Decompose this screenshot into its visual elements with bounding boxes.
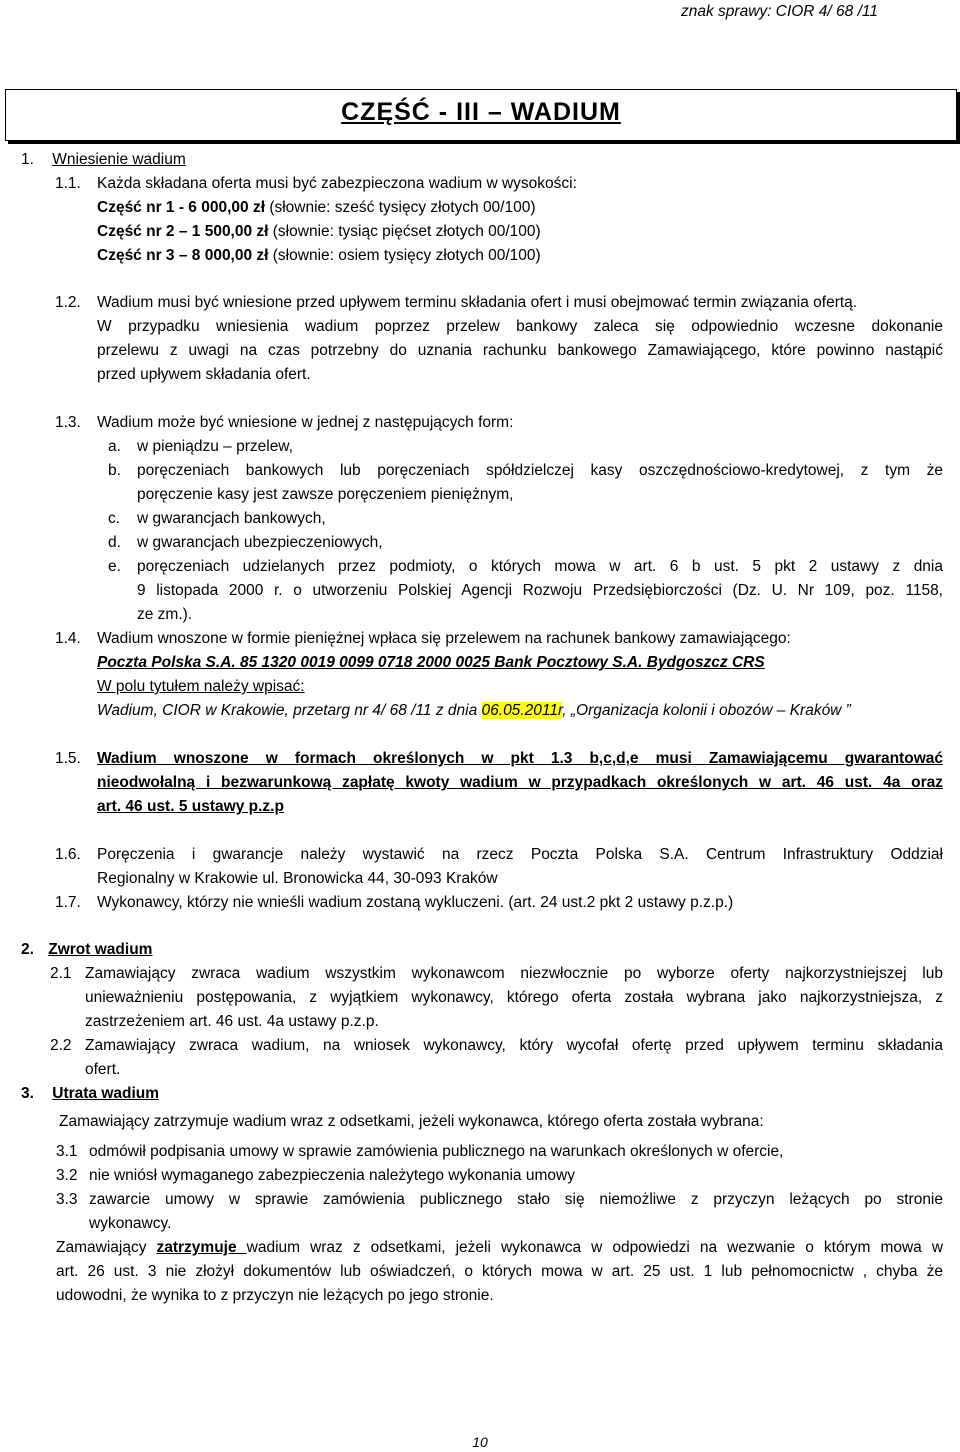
p33-line: zawarcie umowy w sprawie zamówienia publicznego stało się niemożliwe z przyczyn leżących po stronie [89, 1191, 943, 1208]
part-1-line [97, 198, 536, 218]
part-2-amount: Część nr 2 – 1 500,00 zł [97, 223, 269, 240]
form-b-text: poręczenie kasy jest zawsze poręczeniem pieniężnym, [137, 486, 514, 503]
section-2-number: 2. [21, 941, 34, 958]
p31-text: odmówił podpisania umowy w sprawie zamówienia publicznego na warunkach określonych w ofercie, [89, 1143, 784, 1160]
p12-line: Wadium musi być wniesione przed upływem terminu składania ofert i musi obejmować termin związania ofertą. [97, 294, 858, 311]
p22-line: ofert. [85, 1061, 121, 1078]
p16-line: Poręczenia i gwarancje należy wystawić na rzecz Poczta Polska S.A. Centrum Infrastruktury Oddział [97, 846, 943, 863]
p12-line: przed upływem składania ofert. [97, 366, 311, 383]
section-3-title: Utrata wadium [52, 1085, 160, 1102]
p21-number: 2.1 [50, 965, 72, 982]
form-d-letter: d. [108, 534, 121, 551]
part-3-amount: Część nr 3 – 8 000,00 zł [97, 247, 269, 264]
form-b-letter: b. [108, 462, 121, 479]
closing-pre: Zamawiający [56, 1239, 157, 1256]
form-d-text: w gwarancjach ubezpieczeniowych, [137, 534, 383, 551]
p17-text: Wykonawcy, którzy nie wnieśli wadium zostaną wykluczeni. (art. 24 ust.2 pkt 2 ustawy p.z.p.) [97, 894, 734, 911]
p15-line: art. 46 ust. 5 ustawy p.z.p [97, 798, 284, 815]
section-3-heading [21, 1084, 159, 1104]
form-a-text: w pieniądzu – przelew, [137, 438, 293, 455]
transfer-title-pre: Wadium, CIOR w Krakowie, przetarg nr 4/ 68 /11 z dnia [97, 702, 482, 719]
part-3-line [97, 246, 541, 266]
part-3-words: (słownie: osiem tysięcy złotych 00/100) [268, 247, 541, 264]
section-1-number: 1. [21, 151, 34, 168]
part-1-words: (słownie: sześć tysięcy złotych 00/100) [265, 199, 536, 216]
closing-line-1 [56, 1238, 943, 1258]
p15-line: nieodwołalną i bezwarunkową zapłatę kwoty wadium w przypadkach określonych w art. 46 ust. 4a oraz [97, 774, 943, 791]
section-title: CZĘŚĆ - III – WADIUM [341, 98, 621, 126]
p12-line: przelewu z uwagi na czas potrzebny do uznania rachunku bankowego Zamawiającego, które powinno nastąpić [97, 342, 943, 359]
p16-line: Regionalny w Krakowie ul. Bronowicka 44, 30-093 Kraków [97, 870, 498, 887]
p32-text: nie wniósł wymaganego zabezpieczenia należytego wykonania umowy [89, 1167, 575, 1184]
bank-account: Poczta Polska S.A. 85 1320 0019 0099 0718 2000 0025 Bank Pocztowy S.A. Bydgoszcz CRS [97, 654, 765, 671]
transfer-title-label: W polu tytułem należy wpisać: [97, 678, 305, 695]
form-e-letter: e. [108, 558, 121, 575]
section-2-heading [21, 940, 152, 960]
p22-line: Zamawiający zwraca wadium, na wniosek wykonawcy, który wycofał ofertę przed upływem terminu składania [85, 1037, 943, 1054]
p13-number: 1.3. [55, 414, 81, 431]
p33-line: wykonawcy. [89, 1215, 172, 1232]
closing-post: wadium wraz z odsetkami, jeżeli wykonawca w odpowiedzi na wezwanie o którym mowa w [246, 1239, 944, 1256]
p12-line: W przypadku wniesienia wadium poprzez przelew bankowy zaleca się odpowiednio wczesne dokonanie [97, 318, 943, 335]
part-2-line [97, 222, 541, 242]
section-3-number: 3. [21, 1085, 34, 1102]
section-title-box [5, 89, 957, 141]
part-2-words: (słownie: tysiąc pięćset złotych 00/100) [268, 223, 541, 240]
p21-line: Zamawiający zwraca wadium wszystkim wykonawcom niezwłocznie po wyborze oferty najkorzystniejszej lub [85, 965, 943, 982]
p12-number: 1.2. [55, 294, 81, 311]
transfer-title-text [97, 701, 851, 721]
p21-line: unieważnieniu postępowania, z wyjątkiem wykonawcy, którego oferta została wybrana jako najkorzystniejsza, z [85, 989, 943, 1006]
form-a-letter: a. [108, 438, 121, 455]
p14-intro: Wadium wnoszone w formie pieniężnej wpłaca się przelewem na rachunek bankowy zamawiającego: [97, 630, 791, 647]
p32-number: 3.2 [56, 1167, 78, 1184]
p15-line: Wadium wnoszone w formach określonych w pkt 1.3 b,c,d,e musi Zamawiającemu gwarantować [97, 750, 943, 767]
page-number: 10 [472, 1434, 488, 1450]
section-1-heading [21, 150, 186, 170]
part-1-amount: Część nr 1 - 6 000,00 zł [97, 199, 266, 216]
section-2-title: Zwrot wadium [48, 941, 153, 958]
p22-number: 2.2 [50, 1037, 72, 1054]
tender-date: 06.05.2011r [481, 702, 563, 719]
transfer-title-post: , „Organizacja kolonii i obozów – Kraków ” [562, 702, 851, 719]
closing-line: udowodni, że wynika to z przyczyn nie leżących po jego stronie. [56, 1287, 494, 1304]
form-b-text: poręczeniach bankowych lub poręczeniach spółdzielczej kasy oszczędnościowo-kredytowej, z tym że [137, 462, 943, 479]
p11-number: 1.1. [55, 175, 81, 192]
p31-number: 3.1 [56, 1143, 78, 1160]
form-e-text: 9 listopada 2000 r. o utworzeniu Polskiej Agencji Rozwoju Przedsiębiorczości (Dz. U. Nr 109, poz. 1158, [137, 582, 943, 599]
p11-intro: Każda składana oferta musi być zabezpieczona wadium w wysokości: [97, 175, 577, 192]
form-c-text: w gwarancjach bankowych, [137, 510, 326, 527]
case-reference: znak sprawy: CIOR 4/ 68 /11 [681, 3, 878, 20]
section-1-title: Wniesienie wadium [52, 151, 186, 168]
form-e-text: poręczeniach udzielanych przez podmioty, o których mowa w art. 6 b ust. 5 pkt 2 ustawy z dnia [137, 558, 943, 575]
form-e-text: ze zm.). [137, 606, 193, 623]
p16-number: 1.6. [55, 846, 81, 863]
closing-line: art. 26 ust. 3 nie złożył dokumentów lub oświadczeń, o których mowa w art. 25 ust. 1 lub pełnomocnictw , chyba że [56, 1263, 943, 1280]
p15-number: 1.5. [55, 750, 81, 767]
p17-number: 1.7. [55, 894, 81, 911]
p21-line: zastrzeżeniem art. 46 ust. 4a ustawy p.z.p. [85, 1013, 379, 1030]
p33-number: 3.3 [56, 1191, 78, 1208]
p14-number: 1.4. [55, 630, 81, 647]
closing-bold: zatrzymuje [156, 1239, 247, 1256]
s3-intro: Zamawiający zatrzymuje wadium wraz z odsetkami, jeżeli wykonawca, którego oferta została wybrana: [59, 1113, 764, 1130]
p13-intro: Wadium może być wniesione w jednej z następujących form: [97, 414, 514, 431]
form-c-letter: c. [108, 510, 121, 527]
